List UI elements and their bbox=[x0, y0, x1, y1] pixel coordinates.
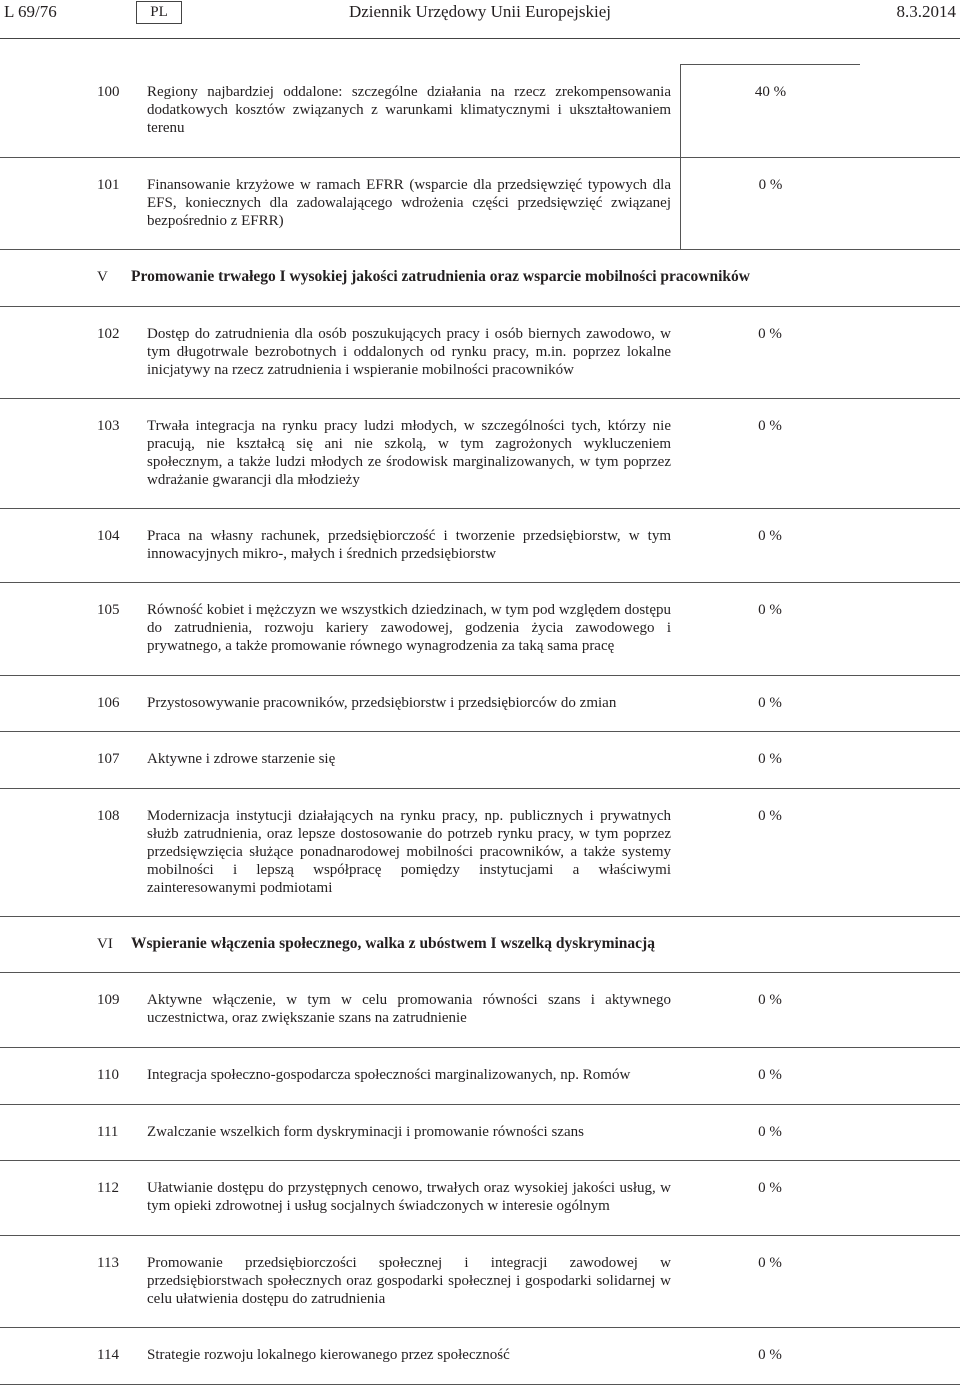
row-coefficient: 0 % bbox=[758, 326, 782, 342]
row-coefficient: 0 % bbox=[758, 695, 782, 711]
table-row bbox=[0, 1236, 960, 1328]
journal-title: Dziennik Urzędowy Unii Europejskiej bbox=[348, 2, 611, 21]
table-row bbox=[0, 732, 960, 789]
row-coefficient: 0 % bbox=[758, 1124, 782, 1140]
table-row bbox=[0, 1105, 960, 1161]
row-coefficient: 0 % bbox=[758, 528, 782, 544]
row-description: Ułatwianie dostępu do przystępnych cenowo, trwałych oraz wysokiej jakości usług, w tym opieki zdrowotnej i usług socjalnych świadczonych w interesie ogólnym bbox=[147, 1180, 671, 1214]
row-description: Przystosowywanie pracowników, przedsiębiorstw i przedsiębiorców do zmian bbox=[147, 695, 617, 711]
row-coefficient: 0 % bbox=[758, 1067, 782, 1083]
intervention-table bbox=[0, 64, 960, 1385]
section-heading-row bbox=[0, 250, 960, 307]
row-coefficient: 0 % bbox=[680, 158, 860, 249]
table-row bbox=[0, 676, 960, 732]
row-description: Modernizacja instytucji działających na rynku pracy, np. publicznych i prywatnych służb zatrudnienia, oraz lepsze dostosowanie do potrzeb rynku pracy, w tym poprzez przedsięwzięcia służące ponadnarodowej mobilności pracowników, a także systemy mobilności i lepszą współpracę pomiędzy instytucjami a właściwymi zainteresowanymi podmiotami bbox=[147, 808, 671, 896]
row-description: Trwała integracja na rynku pracy ludzi młodych, w szczególności tych, którzy nie pracują, nie kształcą się ani nie szkolą, w tym zagrożonych wykluczeniem społecznym, a także ludzi młodych ze środowisk marginalizowanych, w tym poprzez wdrażanie gwarancji dla młodzieży bbox=[147, 418, 671, 488]
table-row bbox=[0, 973, 960, 1048]
row-code: 111 bbox=[97, 1124, 119, 1140]
row-code: 100 bbox=[97, 84, 120, 100]
row-code: 101 bbox=[97, 177, 120, 193]
row-description: Promowanie przedsiębiorczości społecznej i integracji zawodowej w przedsiębiorstwach społecznych oraz gospodarki społecznej i gospodarki solidarnej w celu ułatwienia dostępu do zatrudnienia bbox=[147, 1255, 671, 1307]
row-code: 109 bbox=[97, 992, 120, 1008]
page-reference: L 69/76 bbox=[4, 2, 57, 21]
table-row bbox=[0, 509, 960, 583]
row-description: Finansowanie krzyżowe w ramach EFRR (wsparcie dla przedsięwzięć typowych dla EFS, koniecznych dla zadowalającego wdrożenia części przedsięwzięć związanej bezpośrednio z EFRR) bbox=[147, 177, 671, 229]
row-description: Aktywne włączenie, w tym w celu promowania równości szans i aktywnego uczestnictwa, oraz zwiększanie szans na zatrudnienie bbox=[147, 992, 671, 1026]
row-description: Integracja społeczno-gospodarcza społeczności marginalizowanych, np. Romów bbox=[147, 1067, 631, 1083]
row-code: VI bbox=[97, 936, 113, 952]
language-badge: PL bbox=[136, 1, 182, 24]
row-coefficient: 0 % bbox=[758, 751, 782, 767]
row-code: 108 bbox=[97, 808, 120, 824]
row-coefficient: 0 % bbox=[758, 992, 782, 1008]
table-row bbox=[0, 1048, 960, 1105]
table-row bbox=[0, 583, 960, 676]
table-row bbox=[0, 65, 960, 158]
table-row bbox=[0, 307, 960, 399]
row-coefficient: 0 % bbox=[758, 1255, 782, 1271]
row-coefficient: 40 % bbox=[680, 65, 860, 157]
row-code: 103 bbox=[97, 418, 120, 434]
row-code: 107 bbox=[97, 751, 120, 767]
row-description: Strategie rozwoju lokalnego kierowanego przez społeczność bbox=[147, 1347, 510, 1363]
row-coefficient: 0 % bbox=[758, 602, 782, 618]
section-title: Promowanie trwałego I wysokiej jakości zatrudnienia oraz wsparcie mobilności pracowników bbox=[131, 268, 750, 285]
row-coefficient: 0 % bbox=[758, 1347, 782, 1363]
row-description: Praca na własny rachunek, przedsiębiorczość i tworzenie przedsiębiorstw, w tym innowacyjnych mikro-, małych i średnich przedsiębiorstw bbox=[147, 528, 671, 562]
row-coefficient: 0 % bbox=[758, 418, 782, 434]
row-code: 104 bbox=[97, 528, 120, 544]
row-description: Aktywne i zdrowe starzenie się bbox=[147, 751, 336, 767]
table-row bbox=[0, 789, 960, 917]
row-description: Zwalczanie wszelkich form dyskryminacji i promowanie równości szans bbox=[147, 1124, 584, 1140]
row-coefficient: 0 % bbox=[758, 808, 782, 824]
row-code: V bbox=[97, 269, 108, 285]
row-code: 106 bbox=[97, 695, 120, 711]
row-code: 113 bbox=[97, 1255, 119, 1271]
publication-date: 8.3.2014 bbox=[896, 2, 956, 21]
table-row bbox=[0, 1161, 960, 1236]
row-description: Równość kobiet i mężczyzn we wszystkich dziedzinach, w tym pod względem dostępu do zatrudnienia, rozwoju kariery zawodowej, godzenia życia zawodowego i prywatnego, a także promowanie równego wynagrodzenia za taką sama pracę bbox=[147, 602, 671, 654]
row-description: Dostęp do zatrudnienia dla osób poszukujących pracy i osób biernych zawodowo, w tym długotrwale bezrobotnych i oddalonych od rynku pracy, m.in. poprzez lokalne inicjatywy na rzecz zatrudnienia i wspieranie mobilności pracowników bbox=[147, 326, 671, 378]
row-description: Regiony najbardziej oddalone: szczególne działania na rzecz zrekompensowania dodatkowych kosztów związanych z warunkami klimatycznymi i ukształtowaniem terenu bbox=[147, 84, 671, 136]
table-row bbox=[0, 399, 960, 509]
table-row bbox=[0, 1328, 960, 1385]
section-title: Wspieranie włączenia społecznego, walka z ubóstwem I wszelką dyskryminacją bbox=[131, 935, 655, 952]
row-code: 105 bbox=[97, 602, 120, 618]
row-code: 110 bbox=[97, 1067, 119, 1083]
section-heading-row bbox=[0, 917, 960, 973]
row-code: 114 bbox=[97, 1347, 119, 1363]
table-row bbox=[0, 158, 960, 250]
row-code: 112 bbox=[97, 1180, 119, 1196]
row-code: 102 bbox=[97, 326, 120, 342]
page-header bbox=[0, 0, 960, 39]
row-coefficient: 0 % bbox=[758, 1180, 782, 1196]
